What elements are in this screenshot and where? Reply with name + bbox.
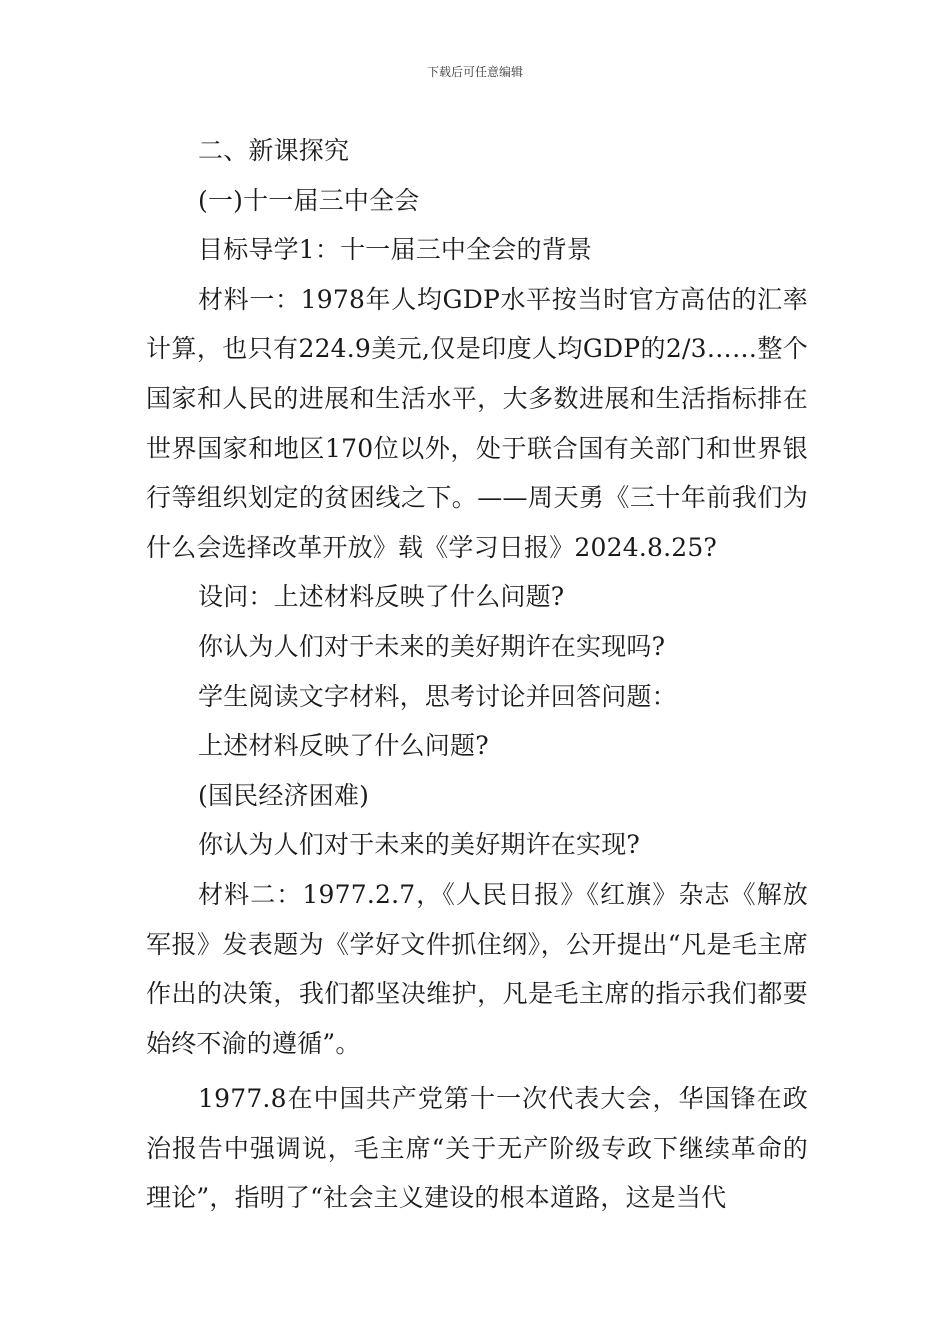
question-paragraph: 你认为人们对于未来的美好期许在实现吗? [198,631,666,661]
document-body [146,126,808,1223]
instruction-paragraph: 学生阅读文字材料，思考讨论并回答问题： [198,681,677,711]
question-paragraph: 设问：上述材料反映了什么问题? [198,582,565,612]
page-header-note: 下载后可任意编辑 [426,65,523,79]
material-two-paragraph: 材料二：1977.2.7，《人民日报》《红旗》杂志《解放军报》发表题为《学好文件抓住纲》，公开提出“凡是毛主席作出的决策，我们都坚决维护，凡是毛主席的指示我们都要始终不渝的遵循”。 [146,879,808,1058]
question-paragraph: 上述材料反映了什么问题? [198,731,489,761]
subsection-heading: (一)十一届三中全会 [198,185,420,215]
question-paragraph: 你认为人们对于未来的美好期许在实现? [198,830,641,860]
body-paragraph: 1977.8在中国共产党第十一次代表大会，华国锋在政治报告中强调说，毛主席“关于无产阶级专政下继续革命的理论”，指明了“社会主义建设的根本道路，这是当代 [146,1084,808,1213]
learning-goal: 目标导学1：十一届三中全会的背景 [198,235,593,265]
section-heading: 二、新课探究 [198,136,350,165]
material-one-paragraph: 材料一：1978年人均GDP水平按当时官方高估的汇率计算，也只有224.9美元,仅是印度人均GDP的2/3……整个国家和人民的进展和生活水平，大多数进展和生活指标排在世界国家和地区170位以外，处于联合国有关部门和世界银行等组织划定的贫困线之下。——周天勇《三十年前我们为什么会选择改革开放》载《学习日报》2024.8.25? [146,284,808,562]
answer-paragraph: (国民经济困难) [198,780,370,810]
